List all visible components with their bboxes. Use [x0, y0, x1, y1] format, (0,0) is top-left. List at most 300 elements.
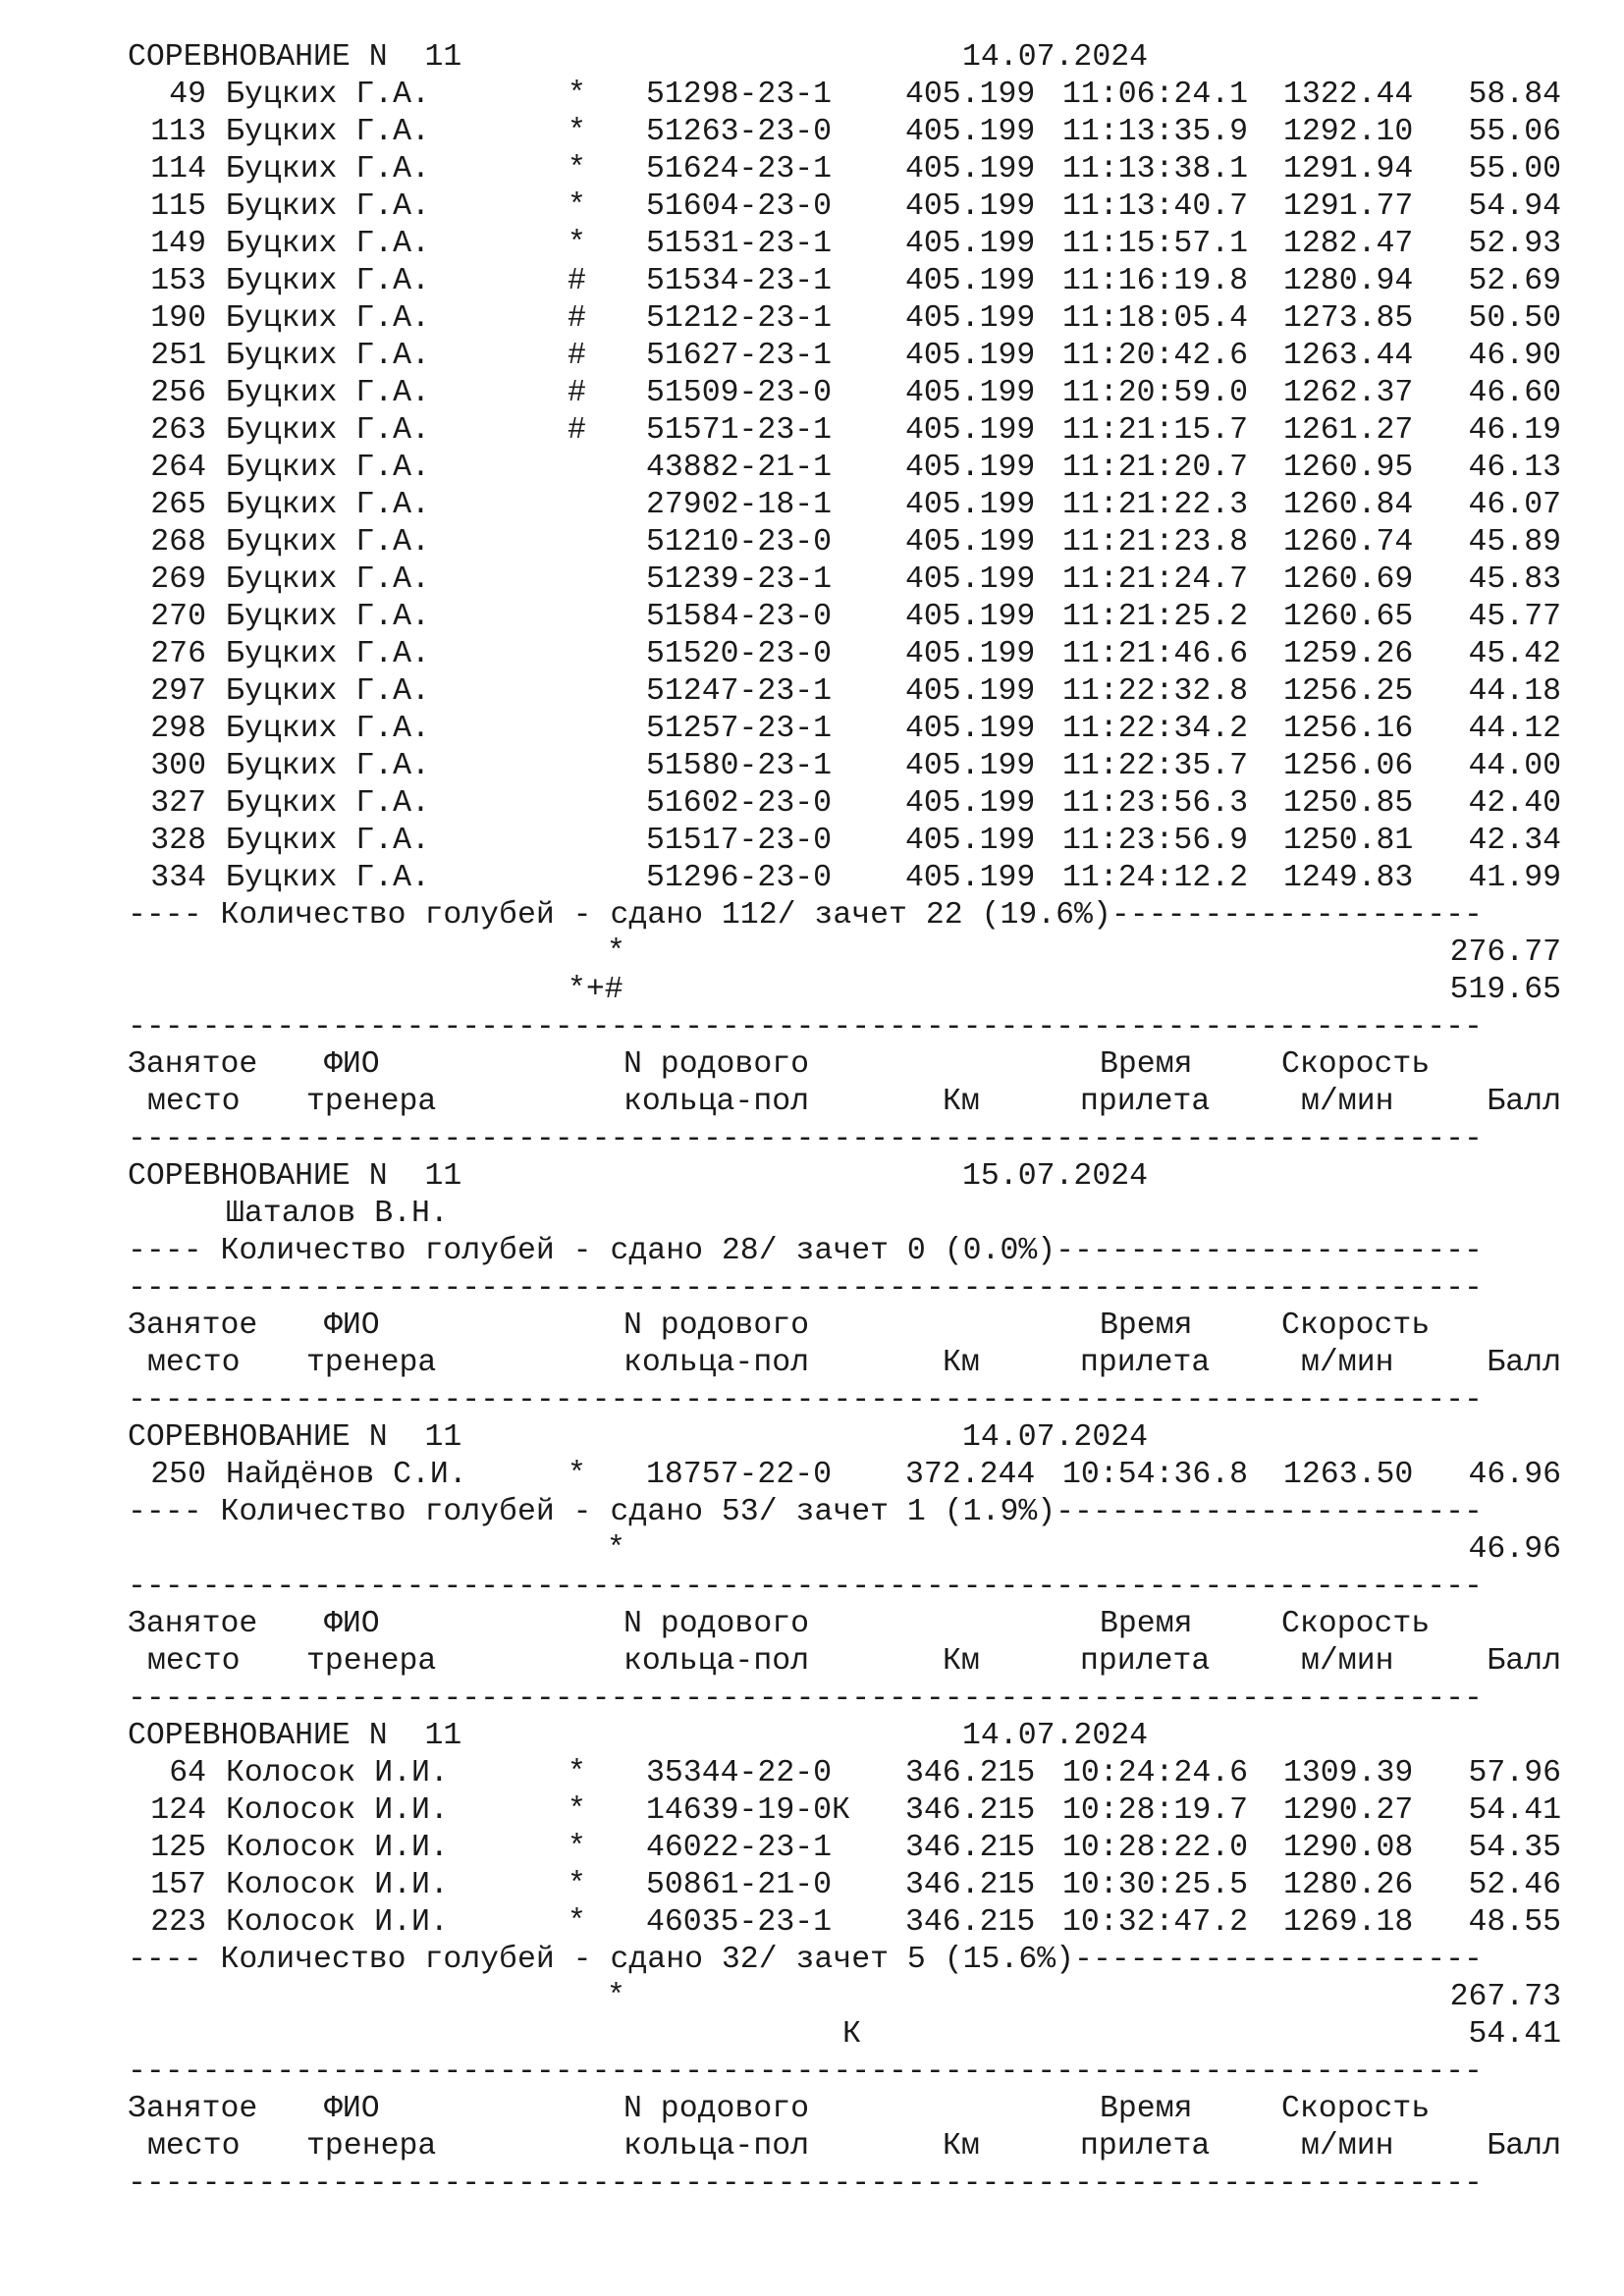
column-header-line-2 — [128, 1084, 1561, 1121]
header-rule-top-2 — [128, 1569, 1561, 1606]
col-name-header-2: тренера — [306, 1085, 437, 1119]
result-row — [128, 1457, 1561, 1494]
score-cell: 58.84 — [1468, 78, 1561, 112]
owner-cell: Колосок И.И. — [226, 1831, 449, 1865]
result-row — [128, 300, 1561, 338]
score-cell: 46.07 — [1468, 488, 1561, 522]
speed-cell: 1291.77 — [1283, 189, 1414, 224]
col-name-header: ФИО — [324, 1607, 380, 1641]
result-row — [128, 263, 1561, 300]
score-cell: 42.34 — [1468, 824, 1561, 858]
col-name-header: ФИО — [324, 1047, 380, 1082]
speed-cell: 1290.08 — [1283, 1831, 1414, 1865]
score-cell: 50.50 — [1468, 301, 1561, 336]
km-cell: 405.199 — [905, 301, 1036, 336]
ring-cell: 51210-23-0 — [646, 525, 833, 560]
owner-cell: Буцких Г.А. — [226, 189, 430, 224]
col-name-header-2: тренера — [306, 2129, 437, 2163]
speed-cell: 1291.94 — [1283, 152, 1414, 187]
col-score-header: Балл — [1487, 1346, 1561, 1380]
header-rule-bottom-3-text: ------------------------------------------------------------------------- — [128, 2166, 1483, 2201]
place-cell: 334 — [150, 861, 206, 895]
km-cell: 405.199 — [905, 376, 1036, 410]
mark-cell: # — [568, 339, 586, 373]
competition-title-line — [128, 1419, 1561, 1457]
score-cell: 45.89 — [1468, 525, 1561, 560]
col-time-header: Время — [1100, 2092, 1193, 2126]
mark-cell: # — [568, 264, 586, 298]
ring-cell: 51534-23-1 — [646, 264, 833, 298]
header-rule-top-1 — [128, 1270, 1561, 1308]
time-cell: 11:13:38.1 — [1062, 152, 1249, 187]
ring-cell: 51627-23-1 — [646, 339, 833, 373]
time-cell: 11:13:35.9 — [1062, 115, 1249, 149]
km-cell: 372.244 — [905, 1458, 1036, 1492]
time-cell: 11:21:15.7 — [1062, 413, 1249, 448]
speed-cell: 1260.65 — [1283, 600, 1414, 634]
place-cell: 265 — [150, 488, 206, 522]
ring-cell: 46035-23-1 — [646, 1905, 833, 1940]
owner-cell: Буцких Г.А. — [226, 301, 430, 336]
total-value: 276.77 — [1449, 935, 1561, 970]
time-cell: 10:30:25.5 — [1062, 1868, 1249, 1902]
mark-cell: * — [568, 115, 586, 149]
place-cell: 276 — [150, 637, 206, 671]
place-cell: 153 — [150, 264, 206, 298]
speed-cell: 1256.25 — [1283, 674, 1414, 709]
result-row — [128, 77, 1561, 114]
place-cell: 268 — [150, 525, 206, 560]
score-cell: 45.42 — [1468, 637, 1561, 671]
score-cell: 52.93 — [1468, 227, 1561, 261]
column-header-line-1 — [128, 1308, 1561, 1345]
speed-cell: 1250.85 — [1283, 786, 1414, 821]
header-rule-bottom-1 — [128, 1382, 1561, 1419]
total-value: 46.96 — [1468, 1532, 1561, 1567]
ring-cell: 27902-18-1 — [646, 488, 833, 522]
speed-cell: 1309.39 — [1283, 1756, 1414, 1790]
header-rule-bottom-2-text: ------------------------------------------------------------------------- — [128, 1682, 1483, 1716]
competition-title: СОРЕВНОВАНИЕ N 11 — [128, 1159, 462, 1194]
mark-cell: * — [568, 152, 586, 187]
col-speed-header-2: м/мин — [1301, 1346, 1394, 1380]
result-row — [128, 561, 1561, 599]
time-cell: 11:21:24.7 — [1062, 562, 1249, 597]
score-cell: 44.12 — [1468, 712, 1561, 746]
km-cell: 346.215 — [905, 1831, 1036, 1865]
result-row — [128, 785, 1561, 823]
mark-cell: * — [568, 1793, 586, 1828]
place-cell: 300 — [150, 749, 206, 783]
column-header-line-2 — [128, 1345, 1561, 1382]
col-speed-header-2: м/мин — [1301, 2129, 1394, 2163]
place-cell: 115 — [150, 189, 206, 224]
col-km-header: Км — [943, 2129, 980, 2163]
owner-cell: Колосок И.И. — [226, 1905, 449, 1940]
score-cell: 41.99 — [1468, 861, 1561, 895]
col-place-header-2: место — [147, 1085, 241, 1119]
speed-cell: 1322.44 — [1283, 78, 1414, 112]
speed-cell: 1260.74 — [1283, 525, 1414, 560]
km-cell: 405.199 — [905, 413, 1036, 448]
column-header-line-1 — [128, 1606, 1561, 1643]
total-line — [128, 1979, 1561, 2016]
total-label: * — [607, 1980, 625, 2014]
time-cell: 11:23:56.3 — [1062, 786, 1249, 821]
summary-line-text: ---- Количество голубей - сдано 32/ зачет 5 (15.6%)---------------------- — [128, 1943, 1483, 1977]
mark-cell: * — [568, 189, 586, 224]
owner-cell: Буцких Г.А. — [226, 749, 430, 783]
ring-cell: 18757-22-0 — [646, 1458, 833, 1492]
owner-cell: Буцких Г.А. — [226, 451, 430, 485]
result-row — [128, 524, 1561, 561]
total-label: *+# — [568, 973, 623, 1007]
km-cell: 405.199 — [905, 152, 1036, 187]
col-km-header: Км — [943, 1085, 980, 1119]
col-speed-header: Скорость — [1281, 2092, 1431, 2126]
time-cell: 11:21:20.7 — [1062, 451, 1249, 485]
col-name-header-2: тренера — [306, 1346, 437, 1380]
mark-cell: * — [568, 1756, 586, 1790]
km-cell: 405.199 — [905, 339, 1036, 373]
score-cell: 46.19 — [1468, 413, 1561, 448]
ring-cell: 46022-23-1 — [646, 1831, 833, 1865]
col-speed-header: Скорость — [1281, 1607, 1431, 1641]
total-label: * — [607, 935, 625, 970]
col-name-header-2: тренера — [306, 1644, 437, 1679]
ring-cell: 51247-23-1 — [646, 674, 833, 709]
ring-cell: 51296-23-0 — [646, 861, 833, 895]
time-cell: 11:23:56.9 — [1062, 824, 1249, 858]
competition-title: СОРЕВНОВАНИЕ N 11 — [128, 40, 462, 75]
time-cell: 11:13:40.7 — [1062, 189, 1249, 224]
owner-cell: Буцких Г.А. — [226, 413, 430, 448]
score-cell: 45.83 — [1468, 562, 1561, 597]
score-cell: 55.00 — [1468, 152, 1561, 187]
place-cell: 251 — [150, 339, 206, 373]
ring-cell: 51298-23-1 — [646, 78, 833, 112]
place-cell: 263 — [150, 413, 206, 448]
time-cell: 11:16:19.8 — [1062, 264, 1249, 298]
km-cell: 405.199 — [905, 189, 1036, 224]
competition-date: 14.07.2024 — [962, 40, 1149, 75]
speed-cell: 1280.94 — [1283, 264, 1414, 298]
total-line — [128, 934, 1561, 972]
summary-line-text: ---- Количество голубей - сдано 28/ зачет 0 (0.0%)----------------------- — [128, 1234, 1483, 1268]
owner-cell: Буцких Г.А. — [226, 637, 430, 671]
score-cell: 42.40 — [1468, 786, 1561, 821]
place-cell: 157 — [150, 1868, 206, 1902]
speed-cell: 1249.83 — [1283, 861, 1414, 895]
place-cell: 49 — [169, 78, 206, 112]
col-place-header: Занятое — [128, 1607, 258, 1641]
result-row — [128, 860, 1561, 897]
km-cell: 346.215 — [905, 1905, 1036, 1940]
result-row — [128, 450, 1561, 487]
owner-cell: Буцких Г.А. — [226, 115, 430, 149]
speed-cell: 1292.10 — [1283, 115, 1414, 149]
total-line — [128, 2016, 1561, 2054]
time-cell: 11:22:32.8 — [1062, 674, 1249, 709]
km-cell: 405.199 — [905, 861, 1036, 895]
total-value: 54.41 — [1468, 2017, 1561, 2052]
owner-cell: Колосок И.И. — [226, 1793, 449, 1828]
score-cell: 52.69 — [1468, 264, 1561, 298]
km-cell: 346.215 — [905, 1756, 1036, 1790]
place-cell: 270 — [150, 600, 206, 634]
ring-cell: 51571-23-1 — [646, 413, 833, 448]
competition-title-line — [128, 1718, 1561, 1755]
header-rule-top-2-text: ------------------------------------------------------------------------- — [128, 1570, 1483, 1604]
time-cell: 11:20:59.0 — [1062, 376, 1249, 410]
ring-cell: 51509-23-0 — [646, 376, 833, 410]
result-row — [128, 748, 1561, 785]
result-row — [128, 711, 1561, 748]
ring-cell: 51604-23-0 — [646, 189, 833, 224]
owner-cell: Буцких Г.А. — [226, 824, 430, 858]
time-cell: 11:24:12.2 — [1062, 861, 1249, 895]
result-row — [128, 1830, 1561, 1867]
km-cell: 405.199 — [905, 227, 1036, 261]
header-rule-top-3-text: ------------------------------------------------------------------------- — [128, 2055, 1483, 2089]
column-header-line-2 — [128, 2128, 1561, 2165]
km-cell: 405.199 — [905, 451, 1036, 485]
result-row — [128, 151, 1561, 188]
col-ring-header: N родового — [623, 1308, 810, 1343]
col-km-header: Км — [943, 1644, 980, 1679]
header-rule-top-1-text: ------------------------------------------------------------------------- — [128, 1271, 1483, 1306]
time-cell: 10:24:24.6 — [1062, 1756, 1249, 1790]
mark-cell: * — [568, 227, 586, 261]
col-ring-header-2: кольца-пол — [623, 1085, 810, 1119]
speed-cell: 1250.81 — [1283, 824, 1414, 858]
place-cell: 298 — [150, 712, 206, 746]
col-speed-header: Скорость — [1281, 1047, 1431, 1082]
speed-cell: 1260.95 — [1283, 451, 1414, 485]
place-cell: 256 — [150, 376, 206, 410]
mark-cell: * — [568, 78, 586, 112]
time-cell: 11:21:25.2 — [1062, 600, 1249, 634]
place-cell: 190 — [150, 301, 206, 336]
col-time-header-2: прилета — [1080, 1346, 1211, 1380]
col-time-header-2: прилета — [1080, 1085, 1211, 1119]
owner-cell: Колосок И.И. — [226, 1868, 449, 1902]
col-speed-header-2: м/мин — [1301, 1085, 1394, 1119]
result-row — [128, 226, 1561, 263]
score-cell: 45.77 — [1468, 600, 1561, 634]
score-cell: 55.06 — [1468, 115, 1561, 149]
ring-cell: 51517-23-0 — [646, 824, 833, 858]
speed-cell: 1290.27 — [1283, 1793, 1414, 1828]
col-ring-header: N родового — [623, 2092, 810, 2126]
speed-cell: 1263.44 — [1283, 339, 1414, 373]
place-cell: 125 — [150, 1831, 206, 1865]
speed-cell: 1280.26 — [1283, 1868, 1414, 1902]
time-cell: 10:28:19.7 — [1062, 1793, 1249, 1828]
col-km-header: Км — [943, 1346, 980, 1380]
km-cell: 405.199 — [905, 115, 1036, 149]
col-place-header: Занятое — [128, 2092, 258, 2126]
km-cell: 405.199 — [905, 824, 1036, 858]
result-row — [128, 487, 1561, 524]
result-row — [128, 1867, 1561, 1904]
km-cell: 405.199 — [905, 488, 1036, 522]
competition-title-line — [128, 39, 1561, 77]
col-ring-header-2: кольца-пол — [623, 2129, 810, 2163]
header-rule-bottom-3 — [128, 2165, 1561, 2203]
header-rule-top-0 — [128, 1009, 1561, 1046]
place-cell: 327 — [150, 786, 206, 821]
mark-cell: * — [568, 1831, 586, 1865]
place-cell: 124 — [150, 1793, 206, 1828]
col-score-header: Балл — [1487, 1644, 1561, 1679]
ring-cell: 51624-23-1 — [646, 152, 833, 187]
time-cell: 11:21:22.3 — [1062, 488, 1249, 522]
ring-cell: 14639-19-0К — [646, 1793, 850, 1828]
owner-cell: Буцких Г.А. — [226, 488, 430, 522]
ring-cell: 51520-23-0 — [646, 637, 833, 671]
km-cell: 405.199 — [905, 78, 1036, 112]
speed-cell: 1260.69 — [1283, 562, 1414, 597]
time-cell: 11:21:23.8 — [1062, 525, 1249, 560]
result-row — [128, 1792, 1561, 1830]
mark-cell: * — [568, 1868, 586, 1902]
place-cell: 149 — [150, 227, 206, 261]
col-time-header: Время — [1100, 1607, 1193, 1641]
column-header-line-2 — [128, 1643, 1561, 1681]
col-time-header: Время — [1100, 1047, 1193, 1082]
score-cell: 52.46 — [1468, 1868, 1561, 1902]
summary-line-text: ---- Количество голубей - сдано 112/ зачет 22 (19.6%)-------------------- — [128, 898, 1483, 933]
speed-cell: 1262.37 — [1283, 376, 1414, 410]
result-row — [128, 1904, 1561, 1942]
result-row — [128, 114, 1561, 151]
speed-cell: 1260.84 — [1283, 488, 1414, 522]
summary-line — [128, 1494, 1561, 1531]
place-cell: 297 — [150, 674, 206, 709]
owner-cell: Буцких Г.А. — [226, 712, 430, 746]
col-ring-header: N родового — [623, 1607, 810, 1641]
column-header-line-1 — [128, 1046, 1561, 1084]
owner-cell: Буцких Г.А. — [226, 786, 430, 821]
header-rule-bottom-0-text: ------------------------------------------------------------------------- — [128, 1122, 1483, 1156]
speed-cell: 1269.18 — [1283, 1905, 1414, 1940]
time-cell: 11:22:35.7 — [1062, 749, 1249, 783]
owner-cell: Буцких Г.А. — [226, 674, 430, 709]
time-cell: 11:21:46.6 — [1062, 637, 1249, 671]
owner-cell: Буцких Г.А. — [226, 78, 430, 112]
summary-line — [128, 897, 1561, 934]
competition-date: 14.07.2024 — [962, 1420, 1149, 1455]
owner-line — [128, 1196, 1561, 1233]
time-cell: 11:18:05.4 — [1062, 301, 1249, 336]
ring-cell: 51580-23-1 — [646, 749, 833, 783]
owner-cell: Буцких Г.А. — [226, 861, 430, 895]
mark-cell: * — [568, 1905, 586, 1940]
km-cell: 346.215 — [905, 1868, 1036, 1902]
col-ring-header: N родового — [623, 1047, 810, 1082]
place-cell: 64 — [169, 1756, 206, 1790]
total-value: 519.65 — [1449, 973, 1561, 1007]
time-cell: 11:15:57.1 — [1062, 227, 1249, 261]
owner-cell: Колосок И.И. — [226, 1756, 449, 1790]
km-cell: 405.199 — [905, 674, 1036, 709]
header-rule-bottom-2 — [128, 1681, 1561, 1718]
place-cell: 113 — [150, 115, 206, 149]
owner-cell: Буцких Г.А. — [226, 525, 430, 560]
time-cell: 10:54:36.8 — [1062, 1458, 1249, 1492]
place-cell: 250 — [150, 1458, 206, 1492]
column-header-line-1 — [128, 2091, 1561, 2128]
score-cell: 54.35 — [1468, 1831, 1561, 1865]
score-cell: 54.94 — [1468, 189, 1561, 224]
total-label: К — [842, 2017, 861, 2052]
header-rule-top-0-text: ------------------------------------------------------------------------- — [128, 1010, 1483, 1044]
owner-cell: Найдёнов С.И. — [226, 1458, 467, 1492]
total-value: 267.73 — [1449, 1980, 1561, 2014]
owner-name: Шаталов В.Н. — [226, 1197, 449, 1231]
competition-title-line — [128, 1158, 1561, 1196]
summary-line — [128, 1233, 1561, 1270]
col-score-header: Балл — [1487, 1085, 1561, 1119]
speed-cell: 1263.50 — [1283, 1458, 1414, 1492]
score-cell: 46.60 — [1468, 376, 1561, 410]
time-cell: 10:28:22.0 — [1062, 1831, 1249, 1865]
ring-cell: 43882-21-1 — [646, 451, 833, 485]
summary-line — [128, 1942, 1561, 1979]
speed-cell: 1256.06 — [1283, 749, 1414, 783]
result-row — [128, 412, 1561, 450]
competition-title: СОРЕВНОВАНИЕ N 11 — [128, 1719, 462, 1753]
score-cell: 46.90 — [1468, 339, 1561, 373]
km-cell: 405.199 — [905, 264, 1036, 298]
time-cell: 11:22:34.2 — [1062, 712, 1249, 746]
total-line — [128, 1531, 1561, 1569]
competition-date: 15.07.2024 — [962, 1159, 1149, 1194]
time-cell: 10:32:47.2 — [1062, 1905, 1249, 1940]
score-cell: 44.00 — [1468, 749, 1561, 783]
owner-cell: Буцких Г.А. — [226, 376, 430, 410]
result-row — [128, 599, 1561, 636]
speed-cell: 1259.26 — [1283, 637, 1414, 671]
km-cell: 405.199 — [905, 786, 1036, 821]
report-sheet — [128, 39, 1561, 2203]
header-rule-bottom-0 — [128, 1121, 1561, 1158]
owner-cell: Буцких Г.А. — [226, 562, 430, 597]
ring-cell: 50861-21-0 — [646, 1868, 833, 1902]
col-place-header-2: место — [147, 2129, 241, 2163]
competition-title: СОРЕВНОВАНИЕ N 11 — [128, 1420, 462, 1455]
col-score-header: Балл — [1487, 2129, 1561, 2163]
ring-cell: 51257-23-1 — [646, 712, 833, 746]
col-name-header: ФИО — [324, 2092, 380, 2126]
km-cell: 405.199 — [905, 562, 1036, 597]
place-cell: 223 — [150, 1905, 206, 1940]
header-rule-top-3 — [128, 2054, 1561, 2091]
score-cell: 46.96 — [1468, 1458, 1561, 1492]
result-row — [128, 188, 1561, 226]
col-time-header: Время — [1100, 1308, 1193, 1343]
result-row — [128, 673, 1561, 711]
col-place-header: Занятое — [128, 1308, 258, 1343]
mark-cell: # — [568, 301, 586, 336]
col-time-header-2: прилета — [1080, 2129, 1211, 2163]
col-speed-header: Скорость — [1281, 1308, 1431, 1343]
ring-cell: 51531-23-1 — [646, 227, 833, 261]
result-row — [128, 1755, 1561, 1792]
speed-cell: 1256.16 — [1283, 712, 1414, 746]
mark-cell: * — [568, 1458, 586, 1492]
